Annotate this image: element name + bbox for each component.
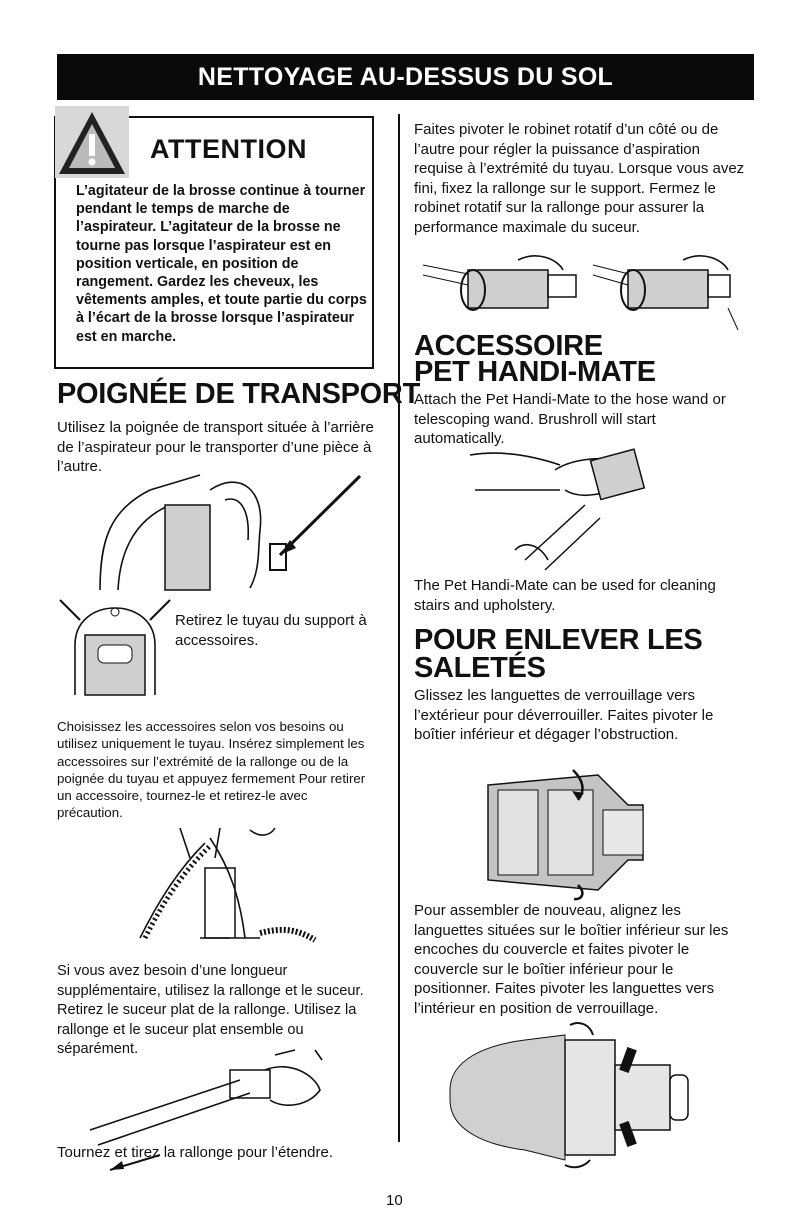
hose-use-illustration (120, 828, 320, 953)
suction-valve-text: Faites pivoter le robinet rotatif d’un côté ou de l’autre pour régler la puissance d’aspiration requise à l’extrémité du tuyau. Lorsque vous avez fini, fixez la rallonge sur le support. Fermez le robinet rotatif sur la rallonge pour assurer la performance maximale du suceur. (414, 121, 745, 236)
reassemble-text: Pour assembler de nouveau, alignez les languettes situées sur le boîtier inférieur sur les encoches du couvercle et faites pivoter le couvercle sur le boîtier inférieur pour le positionner. Faites pivoter les languettes vers l’intérieur en position de verrouillage. (414, 902, 729, 1017)
attention-title: ATTENTION (150, 134, 307, 164)
lower-housing-close-illustration (445, 1020, 695, 1170)
pet-handimate-heading-1: ACCESSOIRE (414, 330, 603, 362)
column-divider (398, 114, 400, 1142)
section-header: NETTOYAGE AU-DESSUS DU SOL (57, 54, 754, 100)
carry-handle-heading: POIGNÉE DE TRANSPORT (57, 378, 420, 410)
remove-dirt-heading-2: SALETÉS (414, 652, 546, 684)
hose-rack-illustration (60, 600, 175, 700)
pet-handimate-heading-2: PET HANDI-MATE (414, 356, 656, 388)
pet-handimate-text: Attach the Pet Handi-Mate to the hose wand or telescoping wand. Brushroll will start automatically. (414, 391, 726, 447)
extension-text: Si vous avez besoin d’une longueur supplémentaire, utilisez la rallonge et le suceur. Retirez le suceur plat de la rallonge. Utilisez la rallonge et le suceur plat ensemble ou séparément. (57, 963, 364, 1057)
page-number: 10 (386, 1192, 403, 1209)
hose-rack-caption: Retirez le tuyau du support à accessoires. (175, 612, 367, 649)
accessories-text: Choisissez les accessoires selon vos besoins ou utilisez uniquement le tuyau. Insérez simplement les accessoires sur l’extrémité de la rallonge ou de la poignée du tuyau et appuyez fermement Pour retirer un accessoire, tournez-le et retirez-le avec précaution. (57, 719, 366, 821)
carry-handle-illustration (90, 470, 370, 595)
warning-triangle-icon (55, 106, 135, 182)
carry-handle-text: Utilisez la poignée de transport située à l’arrière de l’aspirateur pour le transporter d’une pièce à l’autre. (57, 419, 374, 475)
attention-text: L’agitateur de la brosse continue à tourner pendant le temps de marche de l’aspirateur. L’agitateur de la brosse ne tourne pas lorsque l’aspirateur est en position verticale, en position de rangement. Gardez les cheveux, les vêtements amples, et toute partie du corps à l’écart de la brosse lorsque l’aspirateur est en marche. (76, 183, 367, 345)
lower-housing-open-illustration (478, 765, 648, 900)
pet-handimate-illustration (470, 450, 660, 580)
remove-dirt-heading-1: POUR ENLEVER LES (414, 624, 703, 656)
remove-dirt-text: Glissez les languettes de verrouillage vers l’extérieur pour déverrouiller. Faites pivoter le boîtier inférieur et dégager l’obstruction. (414, 687, 714, 743)
pet-handimate-caption: The Pet Handi-Mate can be used for cleaning stairs and upholstery. (414, 577, 716, 614)
extension-wand-illustration (90, 1045, 340, 1140)
twist-caption: Tournez et tirez la rallonge pour l’étendre. (57, 1144, 333, 1161)
suction-valve-illustration (418, 245, 743, 335)
